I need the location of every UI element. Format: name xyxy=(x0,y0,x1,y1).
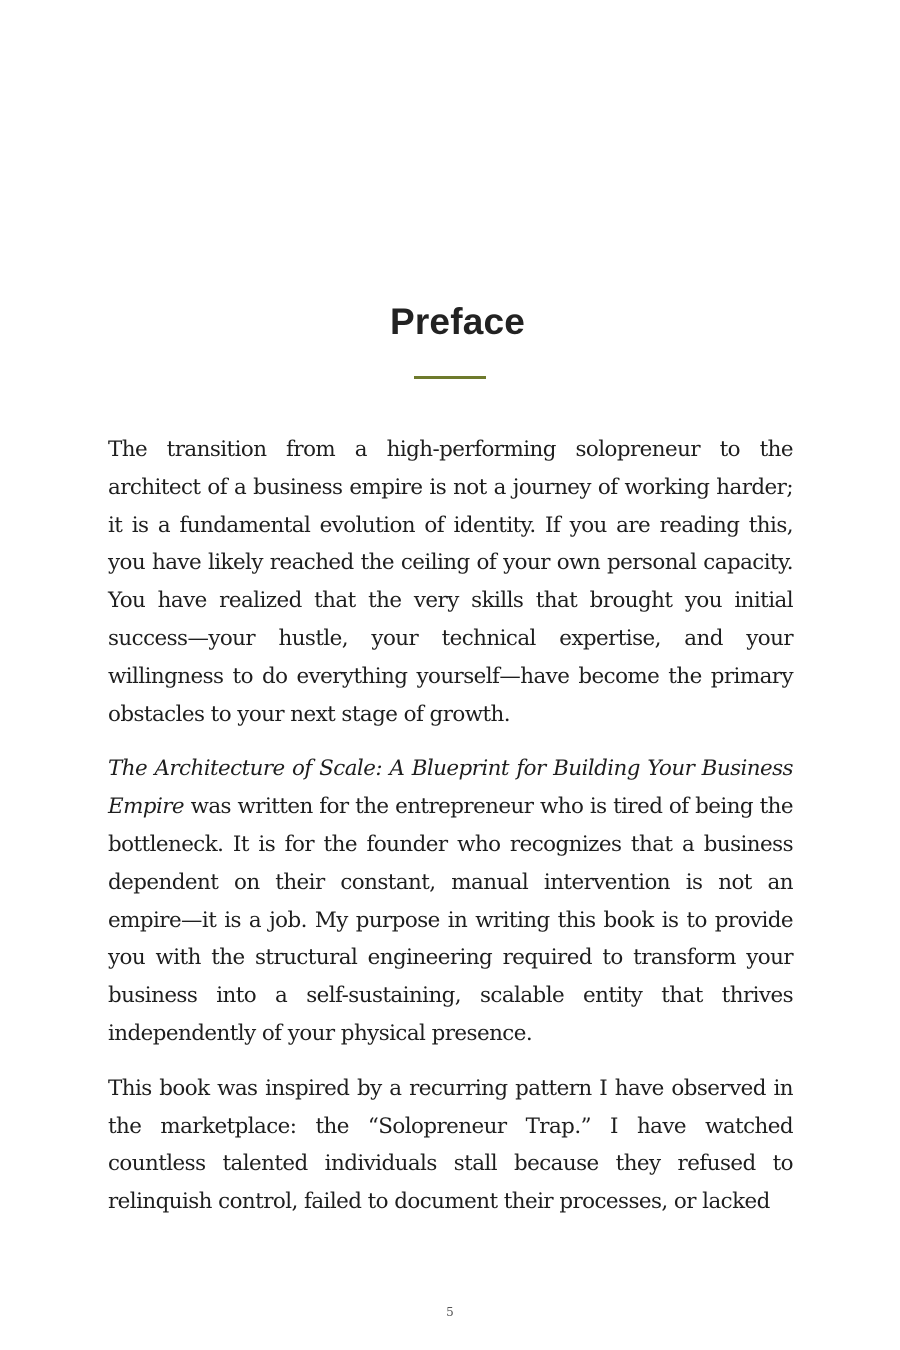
preface-body xyxy=(108,431,793,1238)
paragraph-3 xyxy=(108,1070,793,1221)
heading-divider xyxy=(414,376,486,379)
paragraph-1 xyxy=(108,431,793,733)
paragraph-1-text: The transition from a high-performing solopreneur to the architect of a business empire is not a journey of working harder; it is a fundamental evolution of identity. If you are reading this, you have likely reached the ceiling of your own personal capacity. You have realized that the very skills that brought you initial success—your hustle, your technical expertise, and your willingness to do everything yourself—have become the primary obstacles to your next stage of growth. xyxy=(108,437,793,727)
book-title: The Architecture of Scale: A Blueprint for Building Your Business Empire xyxy=(108,756,793,820)
chapter-heading: Preface xyxy=(389,301,526,342)
paragraph-2-text: was written for the entrepreneur who is tired of being the bottleneck. It is for the founder who recognizes that a business dependent on their constant, manual intervention is not an empire—it is a job. My purpose in writing this book is to provide you with the structural engineering required to transform your business into a self-sustaining, scalable entity that thrives independently of your physical presence. xyxy=(108,794,793,1046)
paragraph-2 xyxy=(108,750,793,1052)
paragraph-3-text: This book was inspired by a recurring pattern I have observed in the marketplace: the “Solopreneur Trap.” I have watched countless talented individuals stall because they refused to relinquish control, failed to document their processes, or lacked xyxy=(108,1075,793,1215)
page-number: 5 xyxy=(446,1305,454,1319)
